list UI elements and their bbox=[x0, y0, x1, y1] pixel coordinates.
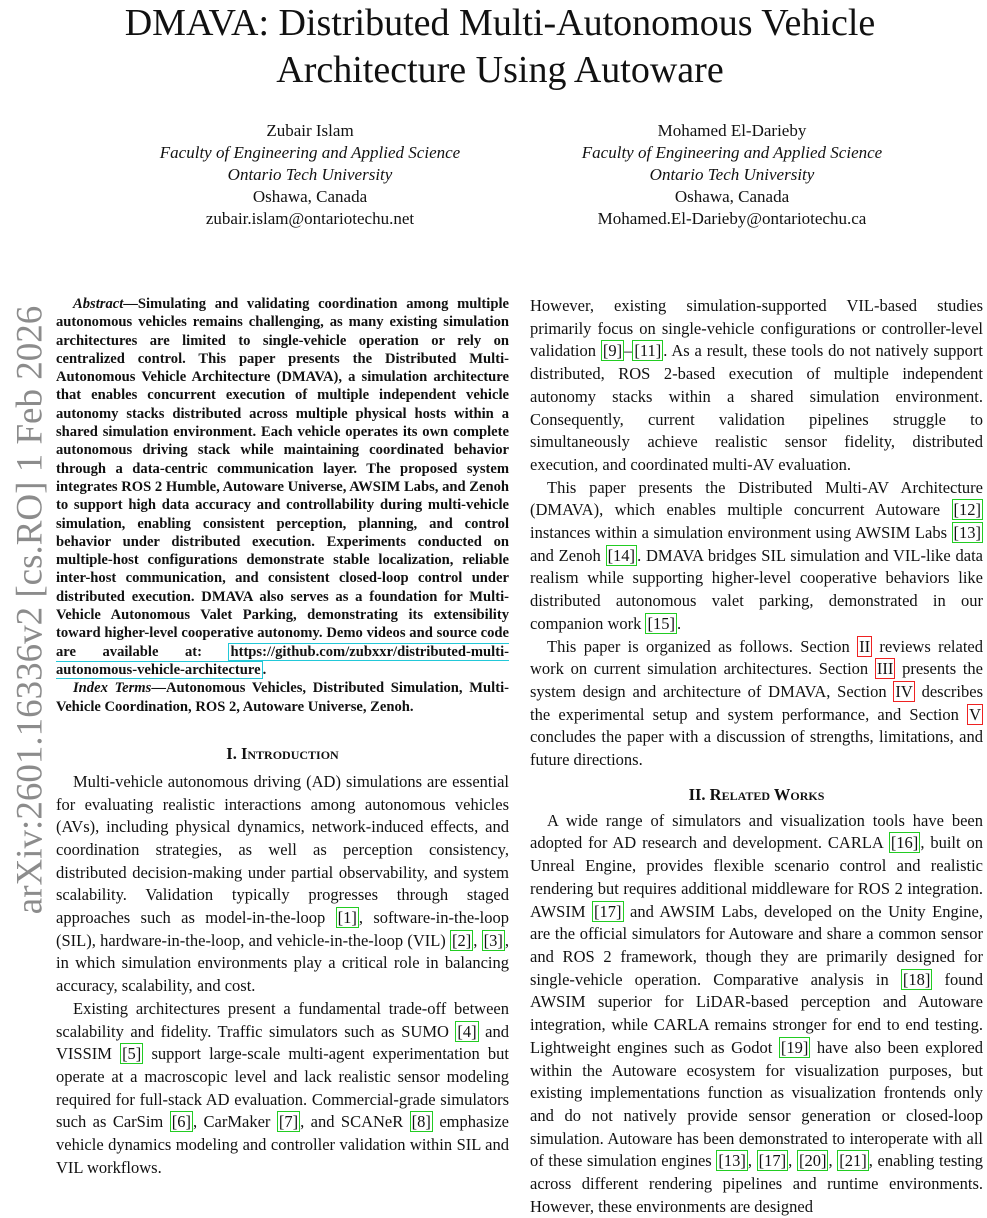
text-run: A wide range of simulators and visualization tools have been adopted for AD research and development. CARLA bbox=[530, 810, 983, 853]
text-run: , bbox=[828, 1151, 838, 1171]
intro-paragraph-3 bbox=[530, 295, 983, 477]
author-name: Zubair Islam bbox=[266, 121, 354, 140]
citation-link[interactable]: [3] bbox=[483, 930, 503, 950]
author-faculty: Faculty of Engineering and Applied Science bbox=[159, 143, 461, 162]
section-heading-intro: I. Introduction bbox=[226, 743, 339, 763]
text-run: – bbox=[624, 341, 633, 361]
text-run: found AWSIM superior for LiDAR-based perception and Autoware integration, while CARLA remains stronger for end to end testing. Lightweight engines such as Godot bbox=[530, 969, 984, 1057]
text-run: , bbox=[473, 930, 482, 950]
text-run: , built on Unreal Engine, provides flexible scenario control and realistic rendering but requires additional middleware for ROS 2 integration. AWSIM bbox=[530, 833, 983, 921]
index-terms-text: Autonomous Vehicles, Distributed Simulation, Multi-Vehicle Coordination, ROS 2, Autoware Universe, Zenoh. bbox=[56, 680, 509, 715]
section-heading-related: II. Related Works bbox=[688, 784, 825, 804]
citation-link[interactable]: [20] bbox=[798, 1151, 827, 1171]
intro-paragraph-1 bbox=[56, 771, 509, 998]
text-run: This paper presents the Distributed Multi-AV Architecture (DMAVA), which enables multiple concurrent Autoware bbox=[530, 477, 983, 520]
text-run: reviews related work on current simulation architectures. Section bbox=[530, 636, 983, 679]
text-run: concludes the paper with a discussion of strengths, limitations, and future directions. bbox=[530, 727, 983, 770]
citation-link[interactable]: [14] bbox=[607, 545, 636, 565]
abstract-end: . bbox=[262, 661, 267, 678]
section-link[interactable]: III bbox=[876, 659, 894, 679]
text-run: and Zenoh bbox=[530, 545, 606, 565]
citation-link[interactable]: [15] bbox=[647, 613, 675, 633]
paper-title: DMAVA: Distributed Multi-Autonomous Vehicle Architecture Using Autoware bbox=[124, 2, 876, 91]
author-email[interactable]: zubair.islam@ontariotechu.net bbox=[205, 209, 415, 228]
text-run: and VISSIM bbox=[56, 1021, 509, 1064]
github-link[interactable]: https://github.com/zubxxr/distributed-multi-autonomous-vehicle-architecture bbox=[56, 643, 509, 678]
author-faculty: Faculty of Engineering and Applied Science bbox=[581, 143, 883, 162]
text-run: instances within a simulation environment using AWSIM Labs bbox=[530, 523, 952, 543]
section-link[interactable]: IV bbox=[895, 681, 913, 701]
author-block-2 bbox=[522, 120, 942, 230]
citation-link[interactable]: [13] bbox=[953, 523, 981, 543]
author-email[interactable]: Mohamed.El-Darieby@ontariotechu.ca bbox=[597, 209, 867, 228]
citation-link[interactable]: [12] bbox=[953, 500, 981, 520]
intro-paragraph-2 bbox=[56, 998, 509, 1180]
text-run: presents the system design and architecture of DMAVA, Section bbox=[530, 659, 983, 701]
citation-link[interactable]: [5] bbox=[122, 1044, 142, 1064]
left-column bbox=[56, 295, 509, 1179]
text-run: and AWSIM Labs, developed on the Unity Engine, are the official simulators for Autoware and share a common sensor and ROS 2 framework, though they are primarily designed for single-vehicle operation. Comparative analysis in bbox=[530, 901, 984, 989]
author-location: Oshawa, Canada bbox=[252, 187, 368, 206]
index-terms-label: Index Terms bbox=[73, 680, 152, 697]
citation-link[interactable]: [18] bbox=[902, 969, 931, 989]
citation-link[interactable]: [9] bbox=[602, 341, 623, 361]
citation-link[interactable]: [8] bbox=[411, 1112, 431, 1132]
text-run: This paper is organized as follows. Section bbox=[547, 636, 858, 656]
text-run: . As a result, these tools do not natively support distributed, ROS 2-based execution of multiple independent autonomy stacks within a shared simulation environment. Consequently, current validation pipelines struggle to simultaneously achieve realistic sensor fidelity, distributed execution, and coordinated multi-AV evaluation. bbox=[530, 341, 983, 474]
author-university: Ontario Tech University bbox=[227, 165, 393, 184]
intro-paragraph-5 bbox=[530, 636, 983, 772]
related-paragraph-1 bbox=[530, 810, 983, 1218]
citation-link[interactable]: [17] bbox=[758, 1151, 787, 1171]
citation-link[interactable]: [11] bbox=[634, 341, 662, 361]
text-run: Multi-vehicle autonomous driving (AD) simulations are essential for evaluating realistic interactions among autonomous vehicles (AVs), including physical dynamics, network-induced effects, and coordination strategies, as well as perception consistency, distributed decision-making under partial observability, and system scalability. Validation typically progresses through staged approaches such as model-in-the-loop bbox=[56, 771, 509, 928]
text-run: , in which simulation environments play a critical role in balancing accuracy, scalability, and cost. bbox=[56, 930, 509, 996]
arxiv-stamp: arXiv:2601.16336v2 [cs.RO] 1 Feb 2026 bbox=[9, 305, 51, 915]
author-name: Mohamed El-Darieby bbox=[657, 121, 807, 140]
citation-link[interactable]: [7] bbox=[278, 1112, 299, 1132]
section-link[interactable]: II bbox=[859, 636, 871, 656]
author-university: Ontario Tech University bbox=[649, 165, 815, 184]
section-link[interactable]: V bbox=[969, 704, 981, 724]
author-block-1 bbox=[100, 120, 520, 230]
right-column bbox=[530, 295, 983, 1218]
citation-link[interactable]: [4] bbox=[457, 1021, 477, 1041]
citation-link[interactable]: [13] bbox=[718, 1151, 746, 1171]
text-run: have also been explored within the Autoware ecosystem for visualization purposes, but existing implementations function as visualization frontends only and do not natively provide sensor generation or closed-loop simulation. Autoware has been demonstrated to interoperate with all of these simulation engines bbox=[530, 1037, 983, 1171]
citation-link[interactable]: [6] bbox=[171, 1112, 191, 1132]
text-run: , enabling testing across different rendering pipelines and runtime environments. However, these environments are designed bbox=[530, 1151, 984, 1216]
citation-link[interactable]: [21] bbox=[839, 1151, 867, 1171]
text-run: , bbox=[788, 1151, 797, 1171]
text-run: Existing architectures present a fundamental trade-off between scalability and fidelity. Traffic simulators such as SUMO bbox=[56, 998, 509, 1041]
citation-link[interactable]: [16] bbox=[890, 833, 919, 853]
citation-link[interactable]: [1] bbox=[337, 908, 357, 928]
text-run: emphasize vehicle dynamics modeling and controller validation within SIL and VIL workflows. bbox=[56, 1112, 509, 1177]
citation-link[interactable]: [19] bbox=[780, 1037, 809, 1057]
citation-link[interactable]: [2] bbox=[452, 930, 472, 950]
text-run: , CarMaker bbox=[192, 1112, 277, 1132]
abstract-label: Abstract bbox=[73, 296, 124, 312]
text-run: However, existing simulation-supported VIL-based studies primarily focus on single-vehicle configurations or controller-level validation bbox=[530, 296, 983, 361]
text-run: . DMAVA bridges SIL simulation and VIL-like data realism while supporting higher-level cooperative behaviors like distributed autonomous valet parking, demonstrated in our companion work bbox=[530, 545, 983, 633]
text-run: describes the experimental setup and system performance, and Section bbox=[530, 681, 983, 724]
abstract: Abstract—Simulating and validating coordination among multiple autonomous vehicles remains challenging, as many existing simulation architectures are limited to single-vehicle operation or rely on centralized control. This paper presents the Distributed Multi-Autonomous Vehicle Architecture (DMAVA), a simulation architecture that enables concurrent execution of multiple independent vehicle autonomy stacks distributed across multiple physical hosts within a shared simulation environment. Each vehicle operates its own complete autonomous driving stack while maintaining coordinated behavior through a data-centric communication layer. The proposed system integrates ROS 2 Humble, Autoware Universe, AWSIM Labs, and Zenoh to support high data accuracy and controllability during multi-vehicle simulation, enabling consistent perception, planning, and control behavior under distributed execution. Experiments conducted on multiple-host configurations demonstrate stable localization, reliable inter-host communication, and consistent closed-loop control under distributed execution. DMAVA also serves as a foundation for Multi-Vehicle Autonomous Valet Parking, demonstrating its extensibility toward higher-level cooperative autonomy. Demo videos and source code are available at: https://github.com/zubxxr/distributed-multi-autonomous-vehicle-architecture . Index Terms—Autonomous Vehicles, Distributed Simulation, Multi-Vehicle Coordination, ROS 2, Autoware Universe, Zenoh. bbox=[56, 296, 509, 715]
citation-link[interactable]: [17] bbox=[594, 901, 622, 921]
abstract-text: Simulating and validating coordination among multiple autonomous vehicles remains challenging, as many existing simulation architectures are limited to single-vehicle operation or rely on centralized control. This paper presents the Distributed Multi-Autonomous Vehicle Architecture (DMAVA), a simulation architecture that enables concurrent execution of multiple independent vehicle autonomy stacks distributed across multiple physical hosts within a shared simulation environment. Each vehicle operates its own complete autonomous driving stack while maintaining coordinated behavior through a data-centric communication layer. The proposed system integrates ROS 2 Humble, Autoware Universe, AWSIM Labs, and Zenoh to support high data accuracy and controllability during multi-vehicle simulation, enabling consistent perception, planning, and control behavior under distributed execution. Experiments conducted on multiple-host configurations demonstrate stable localization, reliable inter-host communication, and consistent closed-loop control under distributed execution. DMAVA also serves as a foundation for Multi-Vehicle Autonomous Valet Parking, demonstrating its extensibility toward higher-level cooperative autonomy. Demo videos and source code are available at: bbox=[56, 296, 509, 660]
text-run: , software-in-the-loop (SIL), hardware-in-the-loop, and vehicle-in-the-loop (VIL) bbox=[56, 908, 509, 950]
text-run: , and SCANeR bbox=[300, 1112, 410, 1132]
author-location: Oshawa, Canada bbox=[674, 187, 790, 206]
text-run: . bbox=[676, 613, 682, 633]
text-run: support large-scale multi-agent experimentation but operate at a macroscopic level and lack realistic sensor modeling required for full-stack AD evaluation. Commercial-grade simulators such as CarSim bbox=[56, 1044, 509, 1132]
text-run: , bbox=[747, 1151, 757, 1171]
intro-paragraph-4 bbox=[530, 477, 983, 636]
